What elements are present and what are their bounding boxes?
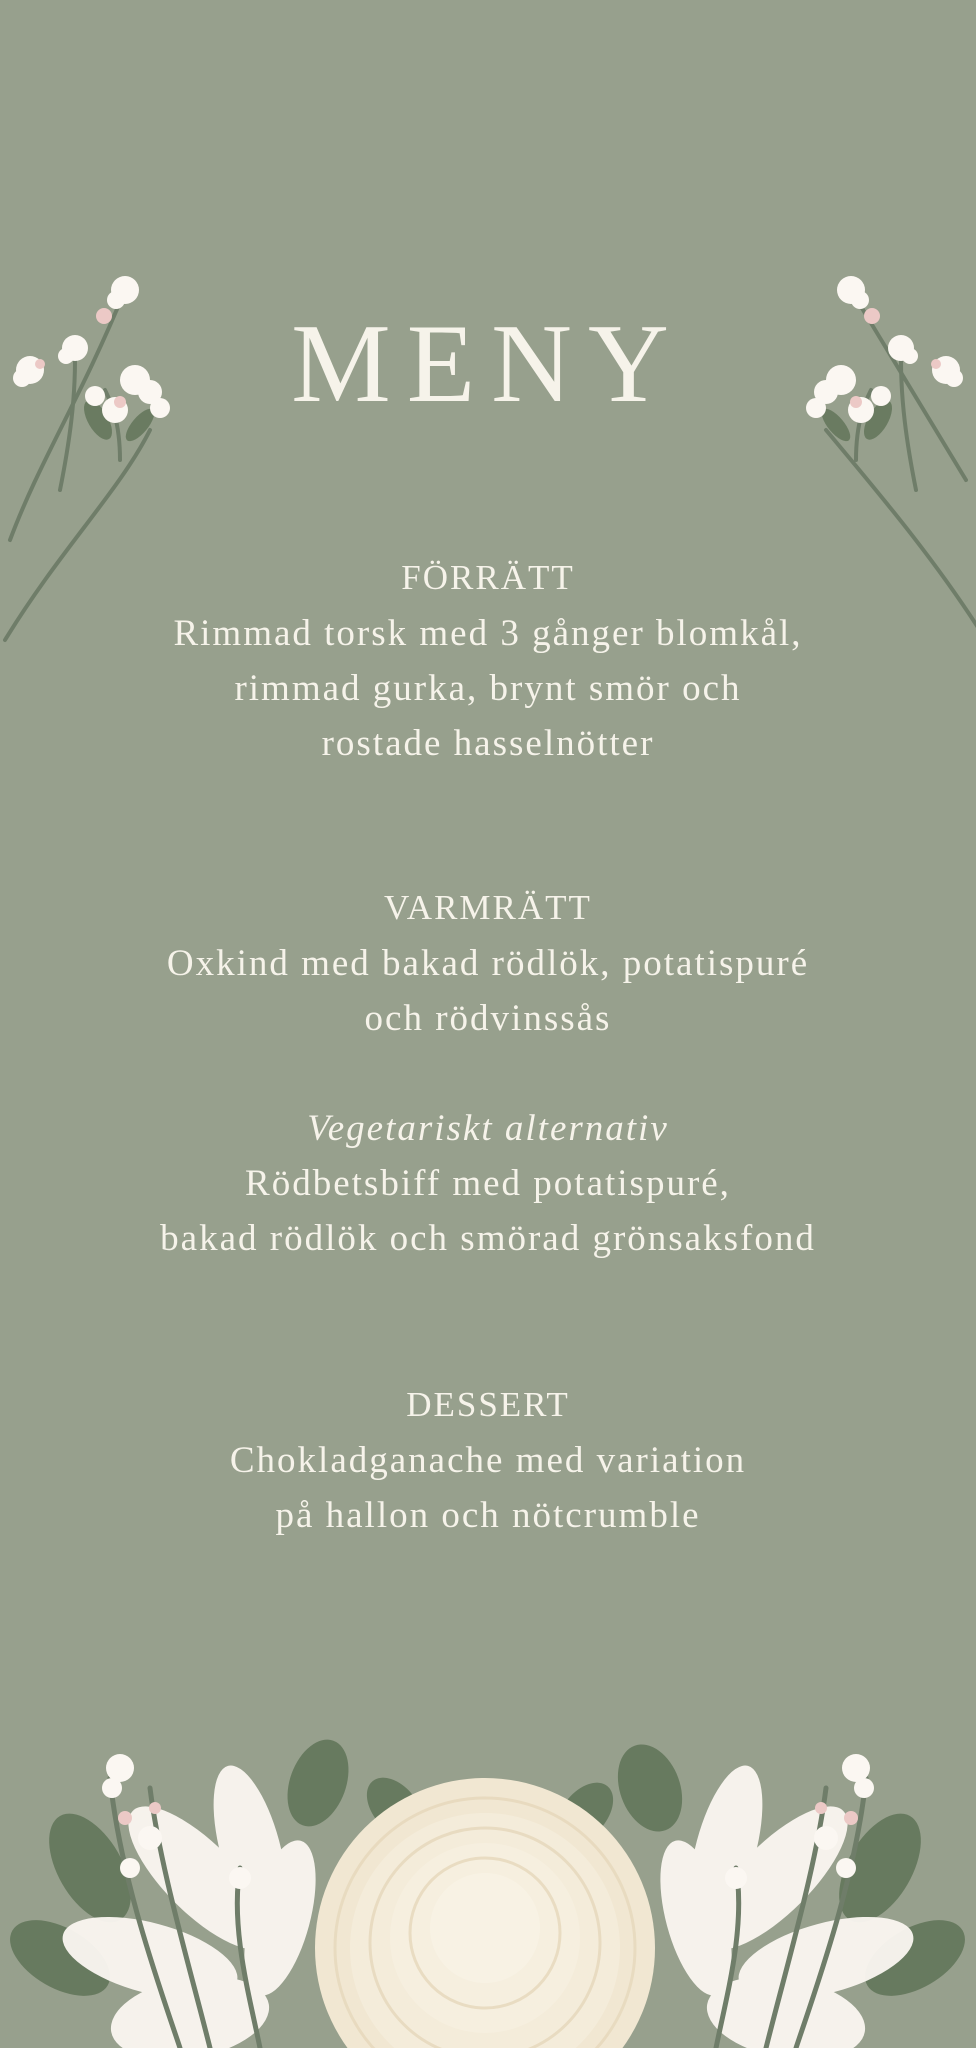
dish-line: rimmad gurka, brynt smör och <box>234 668 742 709</box>
dish-line: Rödbetsbiff med potatispuré, <box>245 1163 731 1204</box>
dish-line: Rimmad torsk med 3 gånger blomkål, <box>173 613 803 654</box>
dish-line: rostade hasselnötter <box>321 723 655 764</box>
section-main-course <box>0 880 976 1266</box>
section-heading: DESSERT <box>406 1385 570 1424</box>
dish-line: Oxkind med bakad rödlök, potatispuré <box>166 943 810 984</box>
dish-line: och rödvinssås <box>364 998 612 1039</box>
alternative-label: Vegetariskt alternativ <box>307 1108 669 1149</box>
section-heading: VARMRÄTT <box>384 888 592 927</box>
menu-title: MENY <box>291 302 685 426</box>
dish-line: på hallon och nötcrumble <box>275 1495 701 1536</box>
section-heading: FÖRRÄTT <box>401 558 575 597</box>
dish-line: Chokladganache med variation <box>229 1440 747 1481</box>
section-dessert <box>0 1377 976 1543</box>
dish-line: bakad rödlök och smörad grönsaksfond <box>160 1218 816 1259</box>
floral-bouquet-icon <box>0 1728 976 2048</box>
section-starter <box>0 550 976 771</box>
